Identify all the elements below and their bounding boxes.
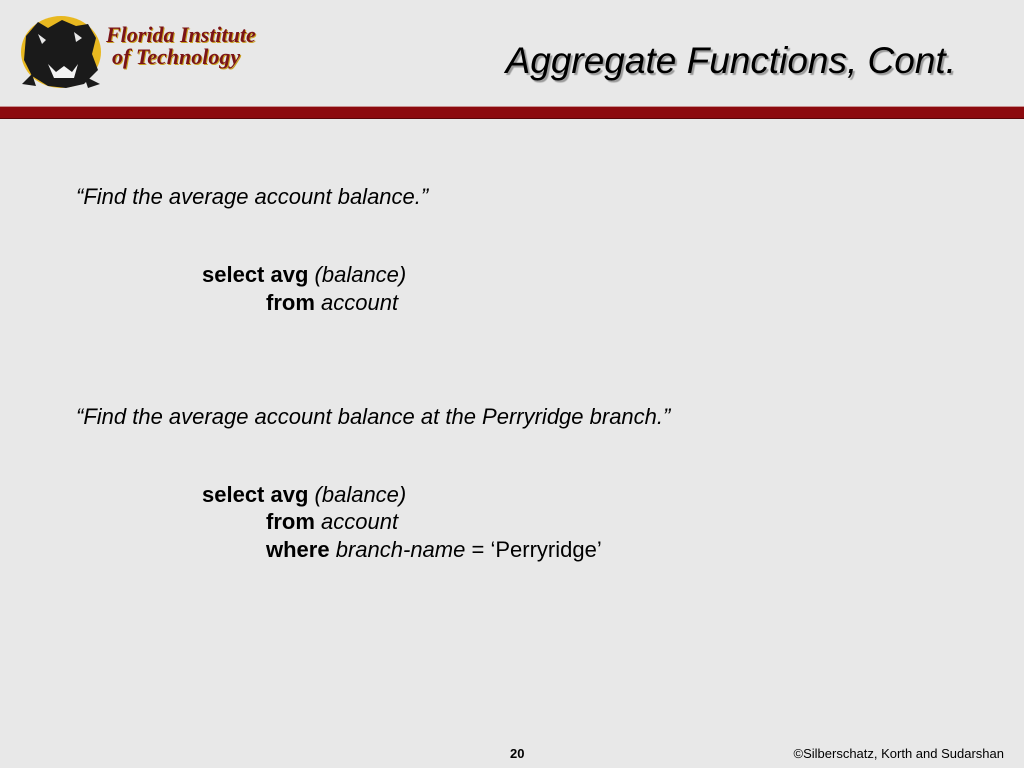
where-attribute: branch-name — [335, 537, 466, 562]
slide-title: Aggregate Functions, Cont. — [505, 40, 956, 81]
slide-header — [0, 0, 1024, 105]
where-keyword: where — [266, 537, 330, 562]
copyright-notice: ©Silberschatz, Korth and Sudarshan — [793, 746, 1004, 761]
page-number: 20 — [510, 746, 525, 761]
panther-icon — [18, 14, 104, 90]
from-keyword: from — [266, 290, 315, 315]
fit-logo — [18, 14, 258, 90]
logo-line-1: Florida Institute — [106, 22, 256, 47]
example-1-quote: “Find the average account balance.” — [76, 184, 429, 209]
select-argument: (balance) — [314, 482, 407, 507]
from-table: account — [321, 290, 399, 315]
logo-line-2: of Technology — [112, 44, 241, 69]
example-2-quote: “Find the average account balance at the Perryridge branch.” — [76, 404, 671, 429]
where-operator: = — [471, 537, 485, 562]
select-keyword: select avg — [202, 482, 309, 507]
example-1-from-line — [266, 290, 398, 316]
title-divider — [0, 106, 1024, 119]
example-2-where-line — [266, 537, 602, 563]
from-table: account — [321, 509, 399, 534]
select-argument: (balance) — [314, 262, 407, 287]
from-keyword: from — [266, 509, 315, 534]
example-2-select-line — [202, 482, 406, 508]
example-1-select-line — [202, 262, 406, 288]
example-2-from-line — [266, 509, 398, 535]
select-keyword: select avg — [202, 262, 309, 287]
logo-wordmark — [106, 24, 256, 68]
where-value: ‘Perryridge’ — [490, 537, 602, 562]
